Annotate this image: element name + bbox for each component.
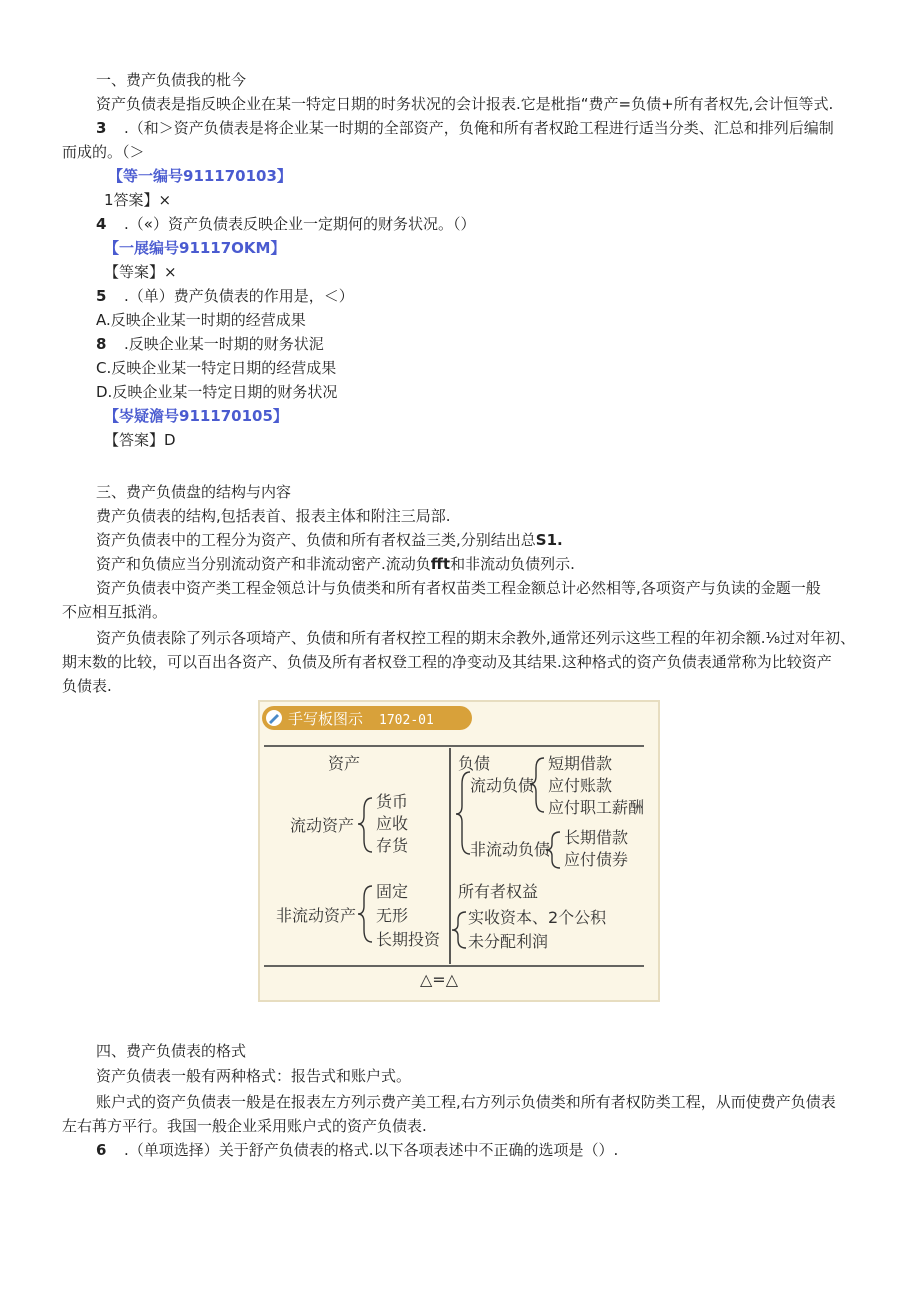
equity-item: 实收资本、2个公积	[468, 908, 607, 927]
option-d: D.反映企业某一特定日期的财务状况	[96, 383, 338, 401]
question-text: .（«）资产负债表反映企业一定期何的财务状况。（）	[124, 215, 476, 233]
equity-item: 未分配利润	[468, 932, 549, 951]
brace-current-assets	[358, 798, 372, 852]
question-text: .（和＞资产负债表是将企业某一时期的全部资产，负俺和所有者权跄工程进行适当分类、汇总和排列后编制	[124, 119, 834, 137]
question-5-ref: 【岑疑澹号911170105】	[104, 407, 288, 425]
section3-p4: 资产负债表中资产类工程金领总计与负债类和所有者权苗类工程金额总计必然相等,各项资产与负读的金题一般	[96, 579, 821, 597]
brace-equity	[452, 912, 466, 948]
board-code: 1702-01	[379, 713, 434, 728]
nca-item: 无形	[376, 906, 409, 925]
question-number: 4	[96, 215, 107, 233]
brace-liabilities	[456, 772, 470, 854]
option-b-number: 8	[96, 335, 107, 353]
liabilities-header: 负债	[458, 754, 491, 773]
question-number: 3	[96, 119, 107, 137]
section3-p3-mid: fft	[430, 555, 451, 573]
brace-noncurrent-assets	[358, 886, 372, 942]
nca-item: 固定	[376, 882, 409, 901]
question-4-answer: 【等案】×	[104, 263, 177, 281]
section1-heading: 一、费产负债我的枇今	[96, 71, 247, 89]
question-5-answer: 【答案】D	[104, 431, 176, 449]
noncurrent-assets-label: 非流动资产	[276, 906, 357, 925]
question-5	[96, 285, 354, 307]
section3-p5: 资产负债表除了列示各项埼产、负债和所有者权控工程的期末余教外,通常还列示这些工程的年初余额.⅛过对年初、	[96, 629, 856, 647]
question-3	[96, 117, 834, 139]
cl-item: 应付账款	[548, 776, 613, 795]
question-3-ref: 【等一编号911170103】	[108, 167, 292, 185]
section3-p3	[96, 553, 575, 575]
board-title	[288, 709, 434, 731]
section3-p2	[96, 529, 563, 551]
section3-p1: 费产负债表的结构,包括表首、报表主体和附注三局部.	[96, 507, 451, 525]
balance-equation: △=△	[420, 970, 459, 989]
ncl-item: 长期借款	[564, 828, 629, 847]
question-text: .（单）费产负债表的作用是，＜）	[124, 287, 354, 305]
equity-label: 所有者权益	[458, 882, 539, 901]
question-3-answer: 1答案】×	[104, 191, 172, 209]
section4-p1: 资产负债表一般有两种格式：报告式和账户式。	[96, 1067, 412, 1085]
ca-item: 货币	[376, 792, 409, 811]
cl-item: 应付职工薪酬	[548, 798, 645, 817]
section3-heading: 三、费产负债盘的结构与内容	[96, 483, 292, 501]
current-liab-label: 流动负债	[470, 776, 535, 795]
option-a: A.反映企业某一时期的经营成果	[96, 311, 306, 329]
question-number: 5	[96, 287, 107, 305]
section3-p2-text: 资产负债表中的工程分为资产、负债和所有者权益三类,分别结出总	[96, 531, 536, 549]
question-text: .（单项选择）关于舒产负债表的格式.以下各项表述中不正确的选项是（）.	[124, 1141, 619, 1159]
board-title-text: 手写板图示	[288, 710, 364, 728]
section3-p3-end: 和非流动负债列示.	[450, 555, 575, 573]
question-6	[96, 1139, 618, 1161]
question-3-continued: 而成的。（＞	[62, 143, 145, 161]
ca-item: 应收	[376, 814, 409, 833]
option-b-text: .反映企业某一时期的财务状泥	[124, 335, 324, 353]
ca-item: 存货	[376, 836, 409, 855]
section3-p4-continued: 不应相互抵消。	[62, 603, 168, 621]
ncl-item: 应付债券	[564, 850, 629, 869]
option-c: C.反映企业某一特定日期的经营成果	[96, 359, 337, 377]
assets-header: 资产	[328, 754, 361, 773]
section4-heading: 四、费产负债表的格式	[96, 1042, 247, 1060]
section4-p2: 账户式的资产负债表一般是在报表左方列示费产美工程,右方列示负债类和所有者权防类工程，从而使费产负债表	[96, 1093, 836, 1111]
section3-p5-line2: 期末数的比较，可以百出各资产、负债及所有者权登工程的净变动及其结果.这种格式的资产负债表通常称为比较资产	[62, 653, 832, 671]
cl-item: 短期借款	[548, 754, 613, 773]
question-4	[96, 213, 475, 235]
question-4-ref: 【一展编号91117OKM】	[104, 239, 286, 257]
option-b	[96, 333, 324, 355]
nca-item: 长期投资	[376, 930, 441, 949]
section3-p5-line3: 负债表.	[62, 677, 112, 695]
section3-p3-text: 资产和负债应当分别流动资产和非流动密产.流动负	[96, 555, 431, 573]
section4-p2-continued: 左右苒方平行。我国一般企业采用账户式的资产负债表.	[62, 1117, 427, 1135]
noncurrent-liab-label: 非流动负债	[470, 840, 551, 859]
question-number: 6	[96, 1141, 107, 1159]
current-assets-label: 流动资产	[290, 816, 355, 835]
section3-p2-suffix: S1.	[535, 531, 563, 549]
handwriting-board-diagram	[258, 700, 660, 1002]
section1-definition: 资产负债表是指反映企业在某一特定日期的时务状况的会计报表.它是枇指“费产=负债+所有者权先,会计恒等式.	[96, 95, 834, 113]
